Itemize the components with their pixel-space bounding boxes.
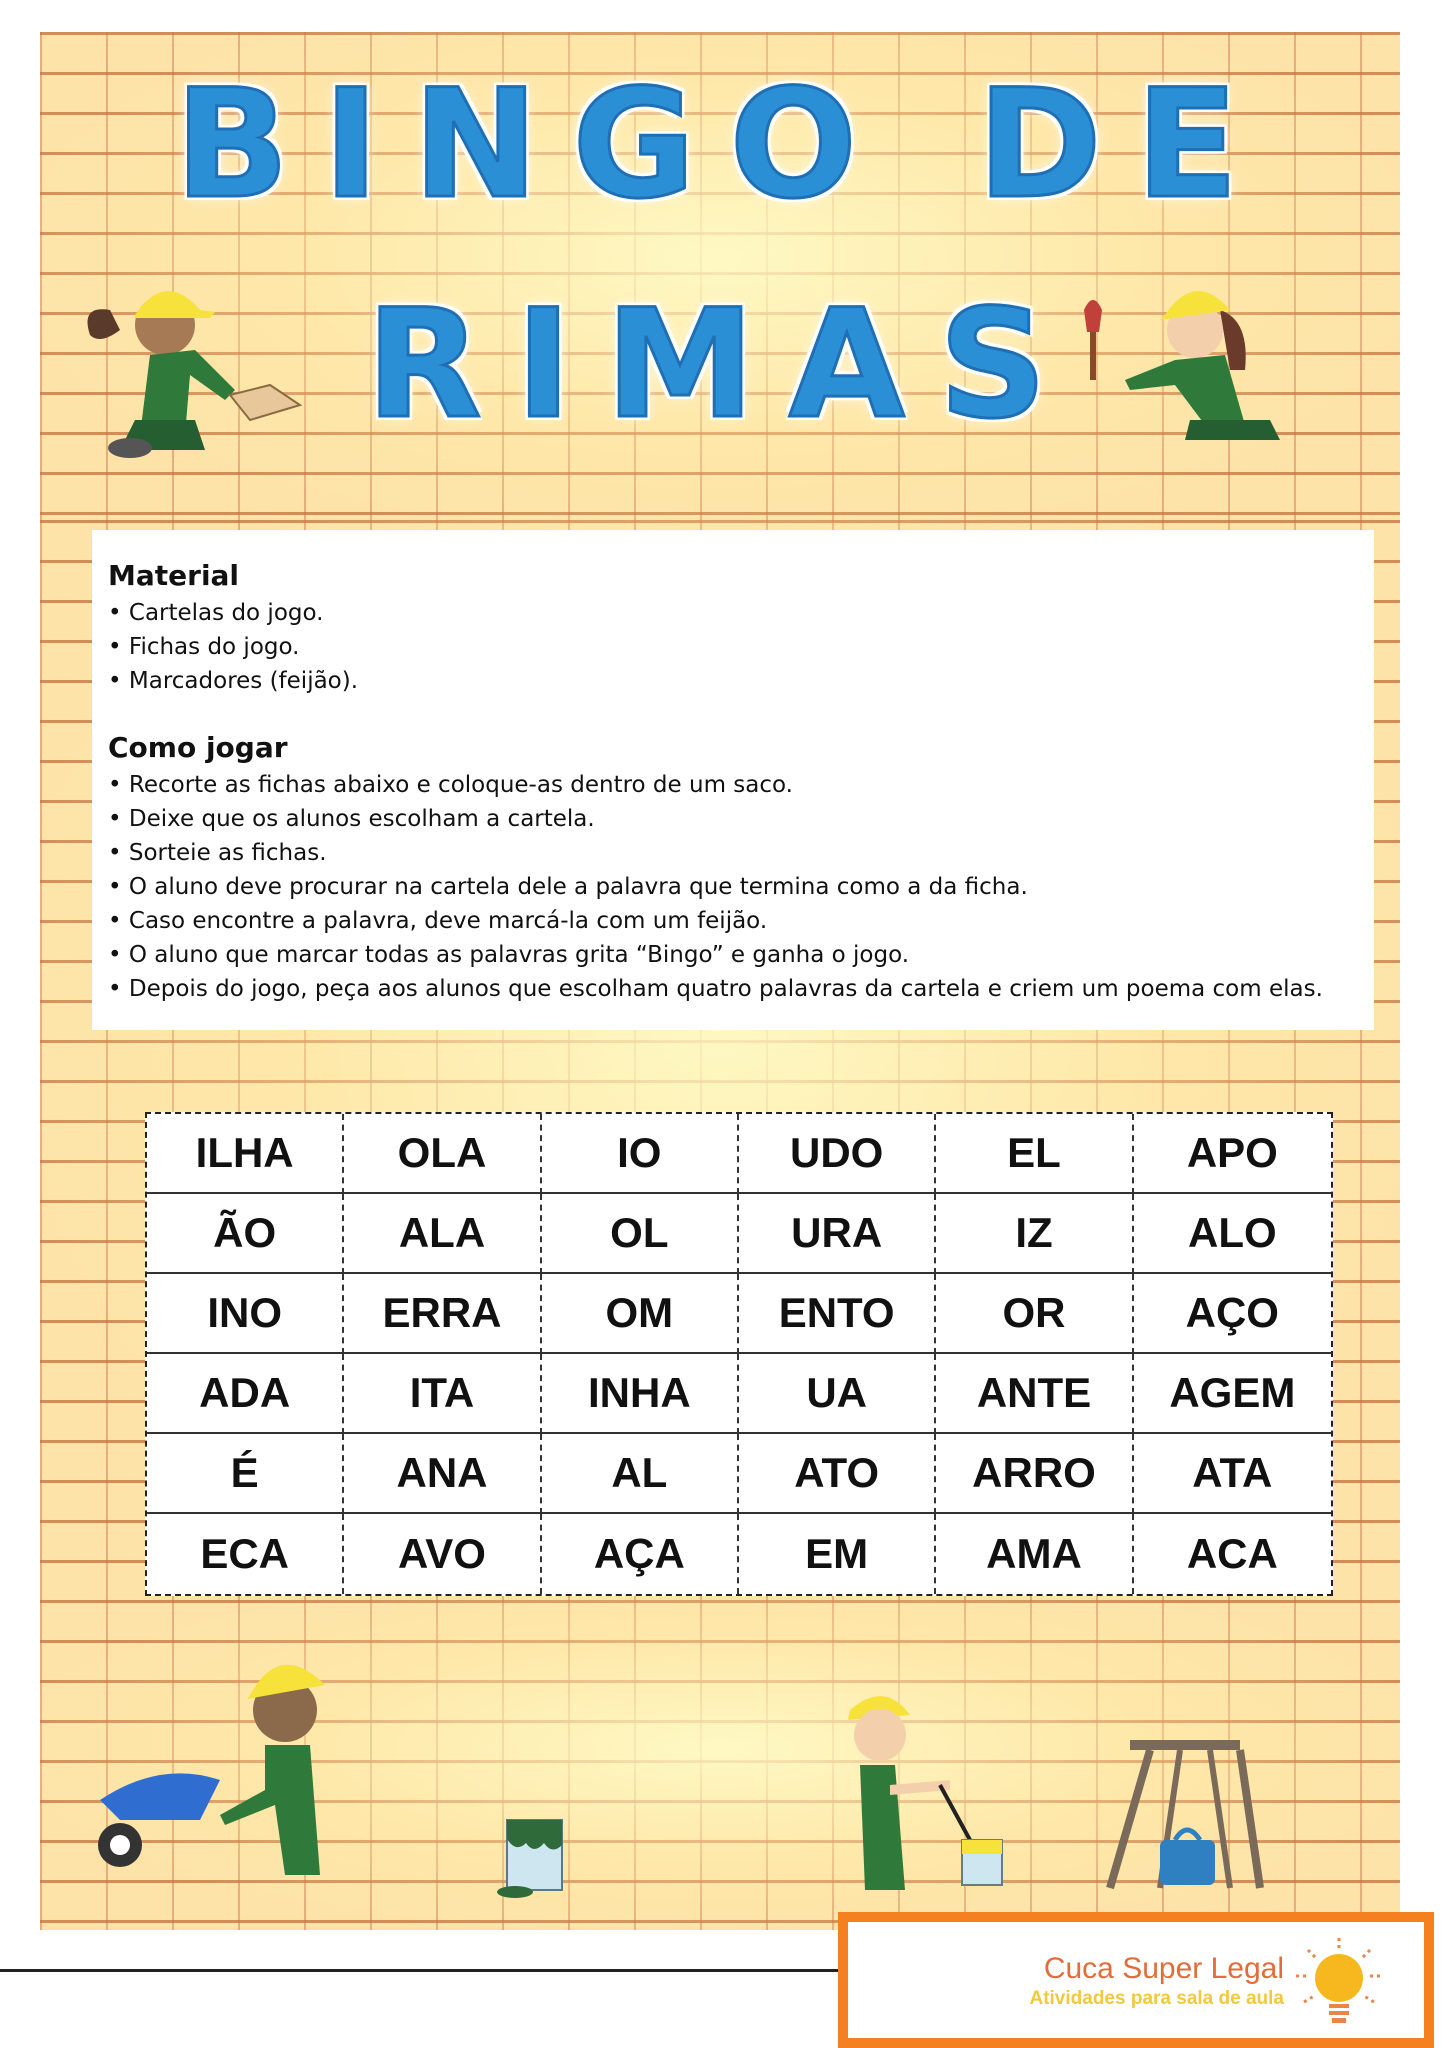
ficha-card: ECA — [147, 1514, 344, 1594]
ladder-and-toolbox-illustration — [1090, 1740, 1290, 1890]
rule-item: • Caso encontre a palavra, deve marcá-la com um feijão. — [108, 904, 1374, 938]
construction-girl-painting-illustration — [1070, 270, 1320, 450]
ficha-card: ÃO — [147, 1194, 344, 1274]
rule-item: • O aluno que marcar todas as palavras grita “Bingo” e ganha o jogo. — [108, 938, 1374, 972]
ficha-card: ATA — [1134, 1434, 1331, 1514]
ficha-card: APO — [1134, 1114, 1331, 1194]
ficha-card: ILHA — [147, 1114, 344, 1194]
como-jogar-heading: Como jogar — [108, 731, 288, 764]
construction-girl-kneeling-illustration — [70, 270, 360, 460]
material-heading: Material — [108, 559, 240, 592]
ficha-card: INHA — [542, 1354, 739, 1434]
ficha-card: AÇA — [542, 1514, 739, 1594]
ficha-card: ANTE — [936, 1354, 1133, 1434]
ficha-card: ENTO — [739, 1274, 936, 1354]
ficha-card: ALA — [344, 1194, 541, 1274]
ficha-card: ALO — [1134, 1194, 1331, 1274]
material-item: • Fichas do jogo. — [108, 630, 1374, 664]
ficha-card: AMA — [936, 1514, 1133, 1594]
ficha-card: ARRO — [936, 1434, 1133, 1514]
rule-item: • Sorteie as fichas. — [108, 836, 1374, 870]
ficha-card: OLA — [344, 1114, 541, 1194]
brand-title: Cuca Super Legal — [1043, 1952, 1284, 1985]
instructions-panel — [92, 530, 1374, 1030]
ficha-card: OM — [542, 1274, 739, 1354]
ficha-card: IO — [542, 1114, 739, 1194]
ficha-card: ANA — [344, 1434, 541, 1514]
ficha-card: AL — [542, 1434, 739, 1514]
ficha-card: ATO — [739, 1434, 936, 1514]
worker-with-wheelbarrow-illustration — [90, 1640, 390, 1880]
ficha-card: ITA — [344, 1354, 541, 1434]
ficha-card: É — [147, 1434, 344, 1514]
brand-logo — [838, 1912, 1434, 2048]
fichas-grid — [145, 1112, 1333, 1596]
ficha-card: ADA — [147, 1354, 344, 1434]
rule-item: • Recorte as fichas abaixo e coloque-as dentro de um saco. — [108, 768, 1374, 802]
ficha-card: AGEM — [1134, 1354, 1331, 1434]
page-title-line-1: BINGO DE — [174, 58, 1273, 232]
lightbulb-icon — [1294, 1936, 1384, 2032]
ficha-card: OL — [542, 1194, 739, 1274]
ficha-card: AVO — [344, 1514, 541, 1594]
ficha-card: OR — [936, 1274, 1133, 1354]
rule-item: • O aluno deve procurar na cartela dele a palavra que termina como a da ficha. — [108, 870, 1374, 904]
worker-painting-illustration — [740, 1690, 1020, 1890]
ficha-card: URA — [739, 1194, 936, 1274]
ficha-card: EL — [936, 1114, 1133, 1194]
page-divider — [0, 1969, 840, 1972]
material-item: • Cartelas do jogo. — [108, 596, 1374, 630]
como-jogar-list — [108, 768, 1374, 1006]
ficha-card: ACA — [1186, 1530, 1278, 1577]
material-item: • Marcadores (feijão). — [108, 664, 1374, 698]
brand-subtitle: Atividades para sala de aula — [1029, 1988, 1284, 2009]
ficha-card: AÇO — [1134, 1274, 1331, 1354]
ficha-card: UA — [739, 1354, 936, 1434]
paint-bucket-illustration — [495, 1810, 595, 1900]
page-title-line-2: RIMAS — [366, 278, 1081, 452]
rule-item: • Depois do jogo, peça aos alunos que escolham quatro palavras da cartela e criem um poema com elas. — [108, 972, 1374, 1006]
ficha-card: UDO — [739, 1114, 936, 1194]
ficha-card: IZ — [936, 1194, 1133, 1274]
ficha-card: ERRA — [344, 1274, 541, 1354]
material-list — [108, 596, 1374, 698]
rule-item: • Deixe que os alunos escolham a cartela. — [108, 802, 1374, 836]
ficha-card: EM — [739, 1514, 936, 1594]
ficha-card: INO — [147, 1274, 344, 1354]
